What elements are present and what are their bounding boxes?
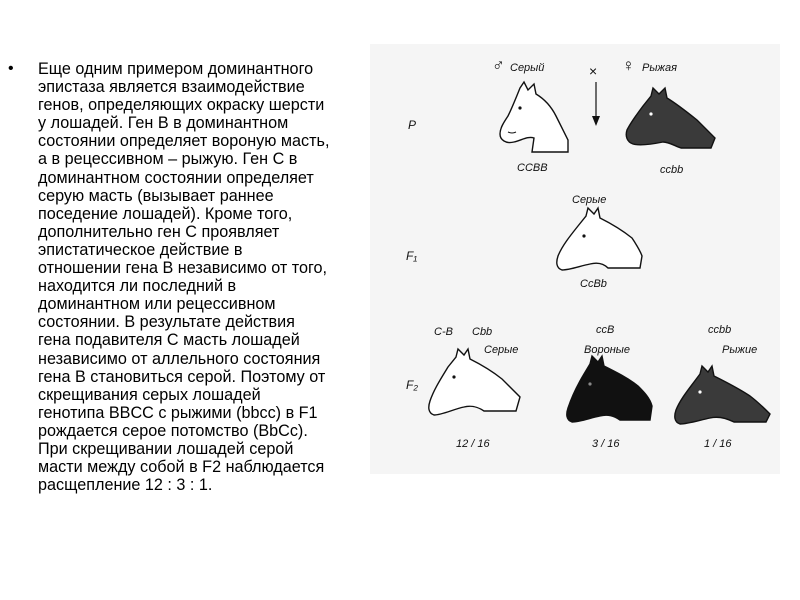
cross-arrow (592, 82, 600, 126)
generation-f2-label: F₂ (406, 378, 418, 392)
f2-black-color-label: Вороные (584, 344, 630, 356)
f1-genotype-label: CcBb (580, 278, 607, 290)
cross-symbol: × (589, 63, 598, 79)
f2-black-genotype-label: ccB (596, 324, 615, 336)
male-color-label: Серый (510, 62, 545, 74)
generation-p-label: P (408, 118, 417, 132)
grey-stallion-horse-head (498, 82, 568, 154)
f1-color-label: Серые (572, 194, 607, 206)
inheritance-diagram (370, 44, 780, 474)
text-block (8, 60, 400, 494)
f2-red-color-label: Рыжие (722, 344, 758, 356)
generation-f1-label: F₁ (406, 249, 418, 263)
female-symbol: ♀ (622, 56, 635, 75)
f2-chestnut-horse-head (674, 366, 770, 424)
f2-grey-horse-head (428, 349, 520, 417)
f2-grey-ratio-label: 12 / 16 (456, 438, 490, 450)
female-color-label: Рыжая (642, 62, 677, 74)
f2-black-horse-head (566, 356, 652, 424)
male-symbol: ♂ (492, 56, 505, 75)
f2-red-genotype-label: ccbb (708, 324, 732, 336)
f1-grey-horse-head (556, 208, 642, 274)
explanation-paragraph: Еще одним примером доминантного эпистаза является взаимодействие генов, определяющих окраску шерсти у лошадей. Ген B в доминантном состоянии определяет вороную масть, а в рецессивном – рыжую. Ген C в доминантном состоянии определяет серую масть (вызывает раннее поседение лошадей). Кроме того, дополнительно ген C проявляет эпистатическое действие в отношении гена B независимо от того, находится ли последний в доминантном или рецессивном состоянии. В результате действия гена подавителя C масть лошадей независимо от аллельного состояния гена B становиться серой. Поэтому от скрещивания серых лошадей генотипа BBCC с рыжими (bbcc) в F1 рождается серое потомство (BbCc). При скрещивании лошадей серой масти между собой в F2 наблюдается расщепление 12 : 3 : 1. (38, 60, 330, 495)
f2-black-ratio-label: 3 / 16 (592, 438, 620, 450)
male-genotype-label: CCBB (517, 162, 548, 174)
f2-grey-color-label: Серые (484, 344, 519, 356)
female-genotype-label: ccbb (660, 164, 684, 176)
f2-grey-genotype-b-label: Cbb (472, 326, 493, 338)
bullet-marker: • (8, 60, 14, 77)
f2-red-ratio-label: 1 / 16 (704, 438, 732, 450)
chestnut-mare-horse-head (625, 86, 715, 148)
f2-grey-genotype-a-label: C-B (434, 326, 453, 338)
